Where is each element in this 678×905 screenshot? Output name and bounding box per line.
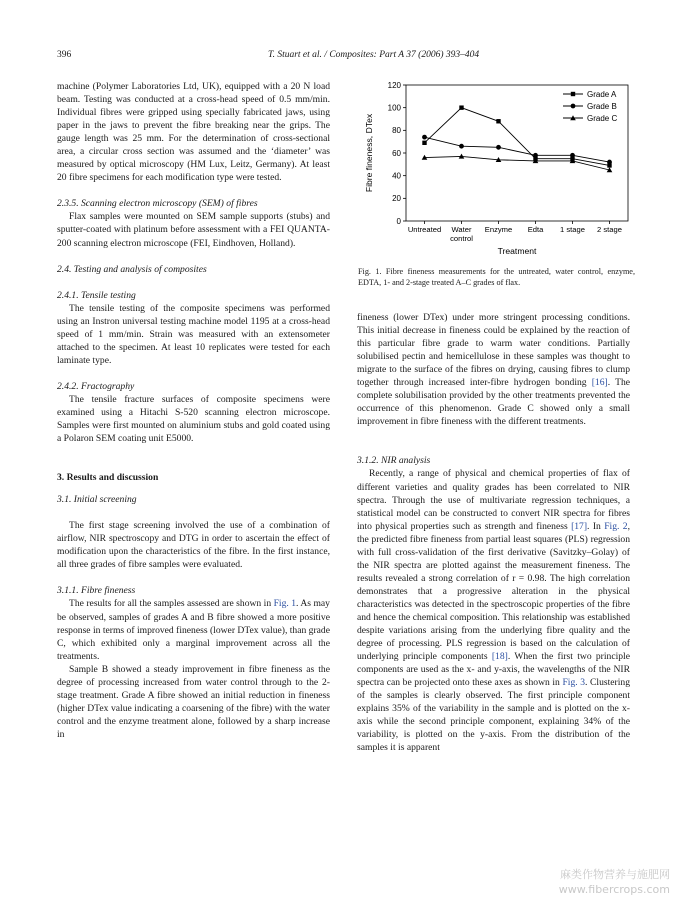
- x-tick-label: 2 stage: [597, 225, 622, 234]
- heading-3-1: 3.1. Initial screening: [57, 494, 137, 506]
- paragraph-tensile: The tensile testing of the composite specimens was performed using an Instron universal testing machine model 1195 at a cross-head speed of 1 mm/min. Strain was measured with an extensometer attached to the specimen. At least 10 replicates were tested for each laminate type.: [57, 302, 330, 366]
- y-tick-label: 40: [392, 171, 401, 181]
- fig3-link[interactable]: Fig. 3: [562, 677, 586, 689]
- ref-16-link[interactable]: [16]: [591, 377, 608, 389]
- running-title: T. Stuart et al. / Composites: Part A 37 (2006) 393–404: [268, 50, 480, 60]
- data-point-grade-b: [533, 153, 538, 158]
- text-run: , the predicted fibre fineness from partial least squares (PLS) regression with full cross-validation of the first derivative (Savitzky–Golay) of the NIR spectra are plotted against the measurement fineness. The results revealed a strong correlation of r = 0.98. The high correlation demonstrates that a progressive alteration in the physical characteristics was detected in the spectroscopic properties of the fibre and hence the chemical composition. This relationship was established despite variations arising from the underlying fibre quality and the degree of processing. PLS regression is based on the calculation of underlying principle components: [357, 520, 630, 663]
- paragraph-fineness-a: [57, 597, 330, 662]
- legend-label-grade-c: Grade C: [587, 113, 618, 123]
- fig2-link[interactable]: Fig. 2: [604, 520, 628, 532]
- watermark: [559, 867, 670, 897]
- heading-2-4-1: 2.4.1. Tensile testing: [57, 289, 136, 301]
- legend-marker-grade-b: [571, 104, 576, 109]
- y-tick-label: 100: [387, 103, 401, 113]
- x-axis-label: Treatment: [497, 246, 537, 256]
- legend-label-grade-a: Grade A: [587, 89, 617, 99]
- text-run: . As may be observed, samples of grades A and B fibre showed a more positive response in terms of improved fineness (lower DTex value), than grade C, which exhibited only a marginal improvement across all the treatments.: [57, 598, 330, 662]
- y-tick-label: 20: [392, 194, 401, 204]
- data-point-grade-a: [422, 141, 426, 145]
- y-tick-label: 60: [392, 148, 401, 158]
- paragraph-screening: The first stage screening involved the use of a combination of airflow, NIR spectroscopy and DTG in order to ascertain the effect of modification upon the characteristics of the fibre. In the first instance, all three grades of fibre samples were evaluated.: [57, 520, 330, 571]
- series-line-grade-c: [425, 156, 610, 170]
- heading-3-1-2: 3.1.2. NIR analysis: [357, 455, 431, 467]
- x-tick-label: Water: [451, 225, 472, 234]
- paragraph-fractography: The tensile fracture surfaces of composite specimens were examined using a Hitachi S-520 scanning electron microscope. Samples were first mounted on aluminium stubs and gold coated using a Polaron SEM coating unit E5000.: [57, 393, 330, 445]
- series-line-grade-b: [425, 137, 610, 162]
- paragraph-nir: [357, 467, 630, 754]
- y-axis-label: Fibre fineness, DTex: [364, 113, 374, 193]
- data-point-grade-b: [607, 160, 612, 165]
- data-point-grade-b: [422, 135, 427, 140]
- figure-caption: Fig. 1. Fibre fineness measurements for the untreated, water control, enzyme, EDTA, 1- and 2-stage treated A–C grades of flax.: [358, 267, 635, 288]
- right-column: [357, 311, 630, 755]
- data-point-grade-a: [459, 105, 463, 109]
- y-tick-label: 80: [392, 126, 401, 136]
- figure-1-chart: [358, 78, 633, 263]
- x-tick-label: Untreated: [407, 225, 442, 234]
- ref-17-link[interactable]: [17]: [571, 520, 588, 532]
- x-tick-label: Enzyme: [484, 225, 513, 234]
- y-tick-label: 120: [387, 80, 401, 90]
- x-tick-label: Edta: [527, 225, 544, 234]
- text-run: . Clustering of the samples is clearly observed. The first principle component explains 35% of the variability in the sample and is plotted on the x-axis while the second principle component, explaining 34% of the variability, is plotted on the y-axis. From the distribution of the samples it is apparent: [357, 677, 630, 754]
- data-point-grade-b: [570, 153, 575, 158]
- data-point-grade-b: [459, 144, 464, 149]
- paragraph-fineness-cont: [357, 311, 630, 428]
- data-point-grade-a: [496, 119, 500, 123]
- heading-2-4-2: 2.4.2. Fractography: [57, 380, 135, 392]
- ref-18-link[interactable]: [18]: [491, 651, 508, 663]
- text-run: The results for all the samples assessed are shown in: [69, 598, 274, 610]
- heading-2-4: 2.4. Testing and analysis of composites: [57, 263, 207, 275]
- text-run: . In: [587, 520, 605, 532]
- heading-3: 3. Results and discussion: [57, 472, 159, 484]
- x-tick-label: 1 stage: [560, 225, 585, 234]
- text-run: . When the first two principle components are used as the x- and y-axis, the wavelengths of the NIR spectra can be projected onto these axes as shown in: [357, 651, 630, 689]
- text-run: Recently, a range of physical and chemical properties of flax of different varieties and quality grades has been correlated to NIR spectra. Through the use of multivariate regression techniques, a statistical model can be constructed to convert NIR spectra for fibres into physical properties such as strength and fineness: [357, 468, 630, 532]
- text-run: fineness (lower DTex) under more stringent processing conditions. This initial decrease in fineness could be explained by the reaction of this particular fibre grade to warm water conditions. Partially solubilised pectin and hemicellulose in these samples was thought to migrate to the surface of the fibres on drying, causing fibres to clump together through increased inter-fibre hydrogen bonding: [357, 312, 630, 389]
- legend-label-grade-b: Grade B: [587, 101, 617, 111]
- page-number: 396: [57, 50, 72, 60]
- y-tick-label: 0: [396, 216, 401, 226]
- data-point-grade-b: [496, 145, 501, 150]
- paragraph-fineness-b: Sample B showed a steady improvement in fibre fineness as the degree of processing increased from water control through to the 2-stage treatment. Grade A fibre showed an initial reduction in fineness (higher DTex value indicating a coarsening of the fibre) with the water control and the enzyme treatment alone, followed by a sharp increase in: [57, 663, 330, 740]
- watermark-line-2: www.fibercrops.com: [558, 883, 670, 896]
- left-column: [57, 80, 330, 741]
- text-run: . The complete solubilisation provided by the other treatments prevented the occurrence of this phenomenon. Grade C showed only a small improvement in fibre fineness with the different treatments.: [357, 377, 631, 428]
- paragraph-sem: Flax samples were mounted on SEM sample supports (stubs) and sputter-coated with platinum before assessment with a FEI QUANTA-200 scanning electron microscope (FEI, Eindhoven, Holland).: [57, 211, 330, 249]
- heading-2-3-5: 2.3.5. Scanning electron microscopy (SEM) of fibres: [57, 198, 258, 210]
- paragraph-machine: machine (Polymer Laboratories Ltd, UK), equipped with a 20 N load beam. Testing was conducted at a cross-head speed of 0.5 mm/min. Individual fibres were gripped using specially fabricated jaws, using paper in the jaws to prevent the fibre breaking near the grips. The gauge length was 25 mm. For the determination of cross-sectional area, a circular cross section was assumed and the ‘diameter’ was measured by optical microscopy (HM Lux, Leitz, Germany). At least 20 fibre specimens for each modification type were tested.: [57, 81, 330, 184]
- heading-3-1-1: 3.1.1. Fibre fineness: [57, 585, 136, 597]
- watermark-line-1: 麻类作物营养与施肥网: [560, 868, 670, 881]
- x-tick-label: control: [450, 234, 473, 243]
- legend-marker-grade-a: [571, 92, 575, 96]
- fig1-link[interactable]: Fig. 1: [273, 598, 297, 610]
